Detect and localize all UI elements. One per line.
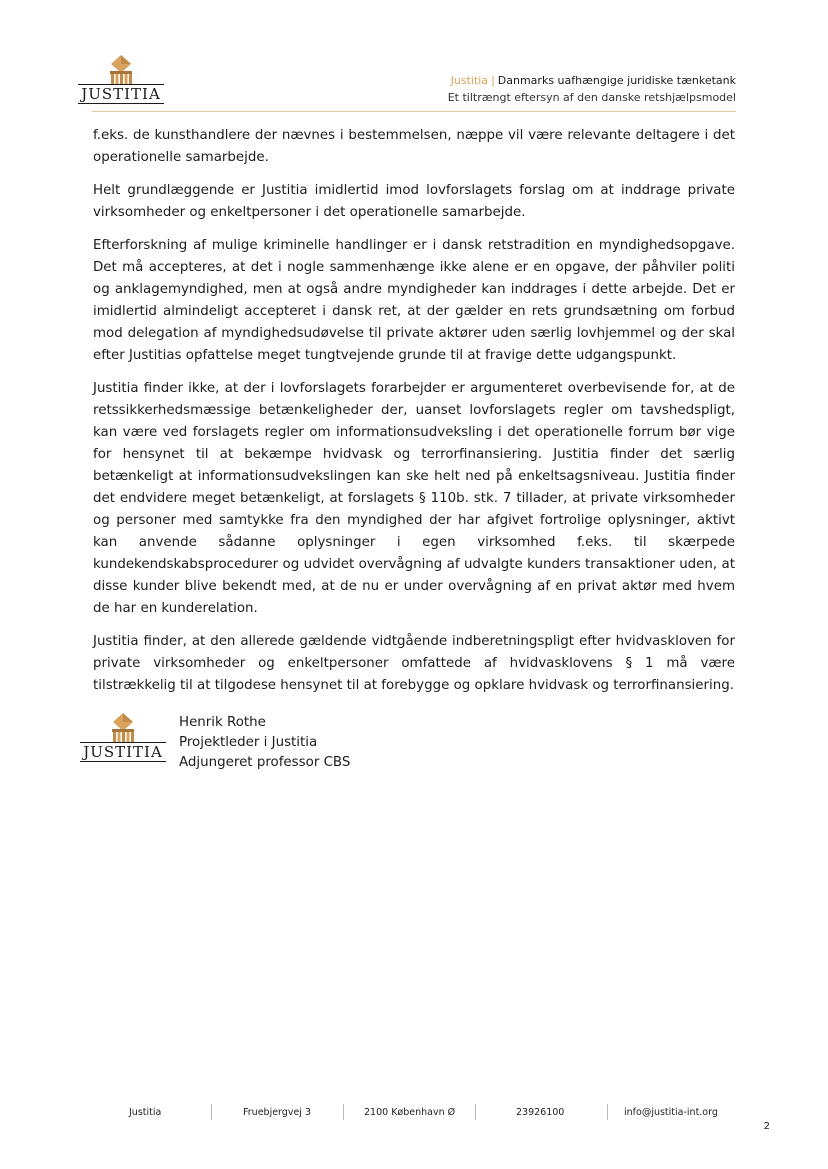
footer-org: Justitia (129, 1107, 162, 1118)
signer-affiliation: Adjungeret professor CBS (179, 755, 351, 770)
header-logo (78, 54, 164, 104)
footer-divider (211, 1104, 212, 1120)
paragraph: Efterforskning af mulige kriminelle handlinger er i dansk retstradition en myndighedsopgave. Det må accepteres, at det i nogle sammenhænge ikke alene er en opgave, der påhviler politi og anklagemyndighed, men at også andre myndigheder kan inddrages i dette arbejde. Det er imidlertid almindeligt accepteret i dansk ret, at der gælder en rets grundsætning om forbud mod delegation af myndighedsudøvelse til private aktører uden særlig lovhjemmel og der skal efter Justitias opfattelse meget tungtvejende grunde til at fravige dette udgangspunkt. (93, 238, 735, 363)
logo-wordmark: JUSTITIA (83, 743, 163, 761)
paragraph: Justitia finder, at den allerede gældende vidtgående indberetningspligt efter hvidvaskloven for private virksomheder og enkeltpersoner omfattede af hvidvasklovens § 1 må være tilstrækkelig til at tilgodese hensynet til at forebygge og opklare hvidvask og terrorfinansiering. (93, 634, 735, 693)
signature-block (179, 713, 350, 773)
signature-logo (80, 712, 166, 762)
justitia-column-icon (98, 54, 144, 84)
footer-divider (607, 1104, 608, 1120)
logo-wordmark: JUSTITIA (81, 85, 161, 103)
letter-body (93, 125, 735, 708)
justitia-column-icon (100, 712, 146, 742)
brand-name: Justitia (450, 74, 489, 87)
brand-separator: | (491, 74, 495, 87)
footer-city: 2100 København Ø (364, 1107, 456, 1118)
org-tagline: Danmarks uafhængige juridiske tænketank (497, 74, 736, 87)
header-divider (92, 111, 736, 112)
footer-email: info@justitia-int.org (624, 1107, 718, 1118)
letterhead-line-1 (448, 72, 736, 89)
logo-rule (78, 103, 164, 104)
logo-rule (80, 761, 166, 762)
footer-phone: 23926100 (516, 1107, 565, 1118)
footer (93, 1104, 735, 1124)
signer-name: Henrik Rothe (179, 715, 266, 730)
page-number: 2 (763, 1121, 770, 1132)
footer-divider (343, 1104, 344, 1120)
letterhead (448, 72, 736, 106)
document-title: Et tiltrængt eftersyn af den danske retshjælpsmodel (447, 91, 736, 104)
paragraph: Helt grundlæggende er Justitia imidlertid imod lovforslagets forslag om at inddrage private virksomheder og enkeltpersoner i det operationelle samarbejde. (93, 183, 735, 220)
paragraph: Justitia finder ikke, at der i lovforslagets forarbejder er argumenteret overbevisende for, at de retssikkerhedsmæssige betænkeligheder der, uanset lovforslagets regler om tavshedspligt, kan være ved forslagets regler om informationsudveksling i det operationelle forrum bør vige for hensynet til at bekæmpe hvidvask og terrorfinansiering. Justitia finder det særlig betænkeligt at informationsudvekslingen kan ske helt ned på enkeltsagsniveau. Justitia finder det endvidere meget betænkeligt, at forslagets § 110b. stk. 7 tillader, at private virksomheder og personer med samtykke fra den myndighed der har afgivet fortrolige oplysninger, aktivt kan anvende sådanne oplysninger i egen virksomhed f.eks. til skærpede kundekendskabsprocedurer og udvidet overvågning af udvalgte kunders transaktioner uden, at disse kunder blive bekendt med, at de nu er under overvågning af en privat aktør med hvem de har en kunderelation. (93, 381, 735, 616)
paragraph: f.eks. de kunsthandlere der nævnes i bestemmelsen, næppe vil være relevante deltagere i det operationelle samarbejde. (93, 128, 735, 165)
signer-title: Projektleder i Justitia (179, 735, 318, 750)
footer-divider (475, 1104, 476, 1120)
footer-address: Fruebjergvej 3 (243, 1107, 311, 1118)
